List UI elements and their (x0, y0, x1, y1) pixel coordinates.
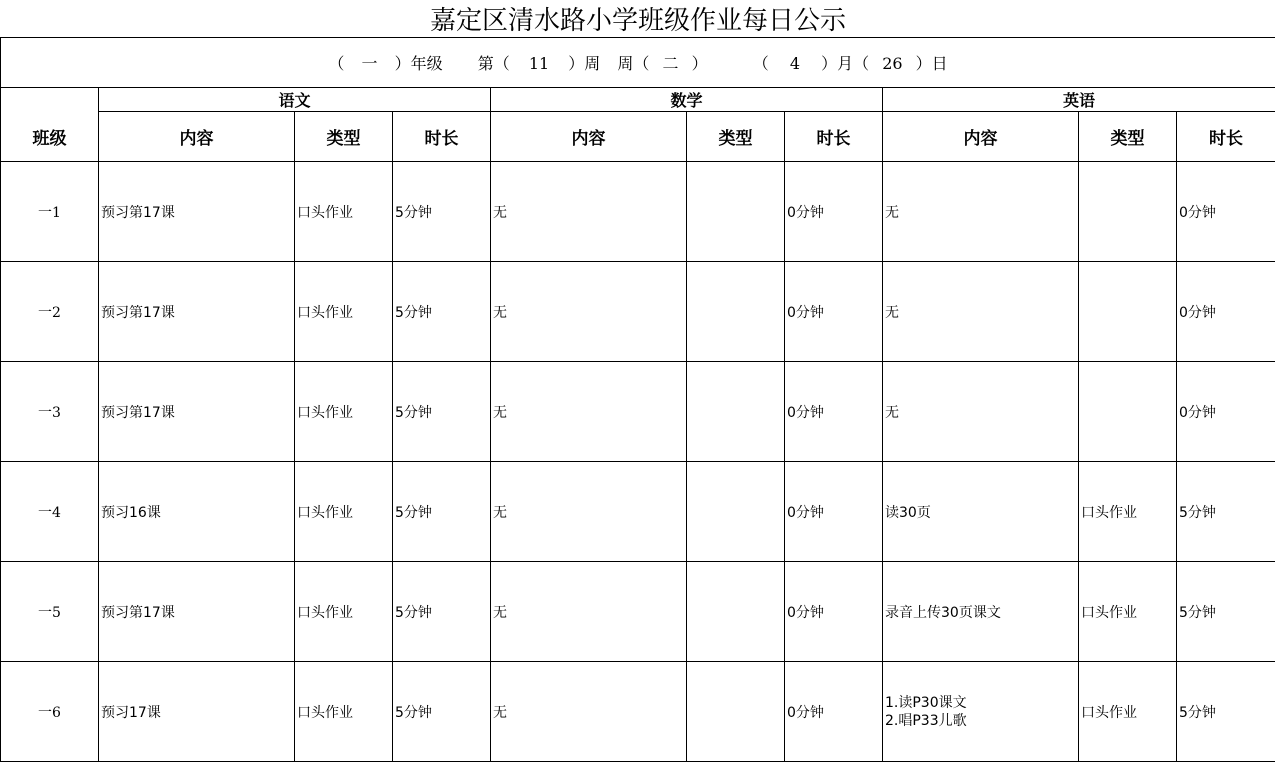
chinese-type: 口头作业 (295, 362, 393, 462)
chinese-duration: 5分钟 (393, 462, 491, 562)
subject-english: 英语 (883, 88, 1275, 112)
math-content: 无 (491, 262, 687, 362)
table-row (1, 462, 1275, 562)
chinese-content: 预习第17课 (99, 362, 295, 462)
header-type: 类型 (1079, 112, 1177, 162)
header-type: 类型 (687, 112, 785, 162)
header-content: 内容 (883, 112, 1079, 162)
english-duration: 0分钟 (1177, 162, 1275, 262)
english-content: 录音上传30页课文 (883, 562, 1079, 662)
english-type (1079, 262, 1177, 362)
english-type (1079, 162, 1177, 262)
math-duration: 0分钟 (785, 262, 883, 362)
chinese-content: 预习第17课 (99, 262, 295, 362)
english-type: 口头作业 (1079, 562, 1177, 662)
chinese-duration: 5分钟 (393, 162, 491, 262)
header-duration: 时长 (785, 112, 883, 162)
english-type: 口头作业 (1079, 662, 1177, 762)
class-cell: 一4 (1, 462, 99, 562)
page-title: 嘉定区清水路小学班级作业每日公示 (1, 0, 1275, 38)
class-cell: 一2 (1, 262, 99, 362)
header-content: 内容 (99, 112, 295, 162)
english-duration: 5分钟 (1177, 462, 1275, 562)
math-content: 无 (491, 162, 687, 262)
english-content: 无 (883, 162, 1079, 262)
english-duration: 0分钟 (1177, 262, 1275, 362)
english-content: 无 (883, 362, 1079, 462)
english-duration: 5分钟 (1177, 662, 1275, 762)
header-duration: 时长 (1177, 112, 1275, 162)
header-type: 类型 (295, 112, 393, 162)
chinese-type: 口头作业 (295, 662, 393, 762)
english-content: 无 (883, 262, 1079, 362)
chinese-duration: 5分钟 (393, 562, 491, 662)
chinese-type: 口头作业 (295, 162, 393, 262)
chinese-duration: 5分钟 (393, 362, 491, 462)
table-row (1, 662, 1275, 762)
week-value: 11 (529, 54, 549, 73)
subject-chinese: 语文 (99, 88, 491, 112)
header-duration: 时长 (393, 112, 491, 162)
math-duration: 0分钟 (785, 662, 883, 762)
chinese-content: 预习第17课 (99, 562, 295, 662)
class-cell: 一3 (1, 362, 99, 462)
class-cell: 一5 (1, 562, 99, 662)
table-row (1, 562, 1275, 662)
date-info-row: （ 一 ）年级 第（ 11 ）周 周（ 二 ） （ 4 ）月（ 26 ）日 (1, 38, 1275, 88)
math-type (687, 262, 785, 362)
chinese-duration: 5分钟 (393, 662, 491, 762)
math-type (687, 462, 785, 562)
math-duration: 0分钟 (785, 362, 883, 462)
table-row (1, 262, 1275, 362)
chinese-type: 口头作业 (295, 462, 393, 562)
english-duration: 5分钟 (1177, 562, 1275, 662)
english-type (1079, 362, 1177, 462)
chinese-content: 预习17课 (99, 662, 295, 762)
math-content: 无 (491, 462, 687, 562)
chinese-type: 口头作业 (295, 262, 393, 362)
chinese-type: 口头作业 (295, 562, 393, 662)
table-row (1, 162, 1275, 262)
math-content: 无 (491, 662, 687, 762)
table-row (1, 362, 1275, 462)
english-type: 口头作业 (1079, 462, 1177, 562)
english-duration: 0分钟 (1177, 362, 1275, 462)
english-content: 读30页 (883, 462, 1079, 562)
math-type (687, 362, 785, 462)
chinese-duration: 5分钟 (393, 262, 491, 362)
month-value: 4 (790, 54, 800, 73)
class-cell: 一1 (1, 162, 99, 262)
math-type (687, 662, 785, 762)
day-value: 26 (882, 54, 902, 73)
math-duration: 0分钟 (785, 562, 883, 662)
math-content: 无 (491, 362, 687, 462)
grade-value: 一 (362, 51, 378, 74)
chinese-content: 预习第17课 (99, 162, 295, 262)
header-class: 班级 (1, 112, 99, 162)
subject-math: 数学 (491, 88, 883, 112)
weekday-value: 二 (663, 51, 679, 74)
header-content: 内容 (491, 112, 687, 162)
chinese-content: 预习16课 (99, 462, 295, 562)
math-type (687, 162, 785, 262)
math-duration: 0分钟 (785, 162, 883, 262)
math-content: 无 (491, 562, 687, 662)
class-header-top (1, 88, 99, 112)
math-duration: 0分钟 (785, 462, 883, 562)
english-content: 1.读P30课文 2.唱P33儿歌 (883, 662, 1079, 762)
math-type (687, 562, 785, 662)
class-cell: 一6 (1, 662, 99, 762)
